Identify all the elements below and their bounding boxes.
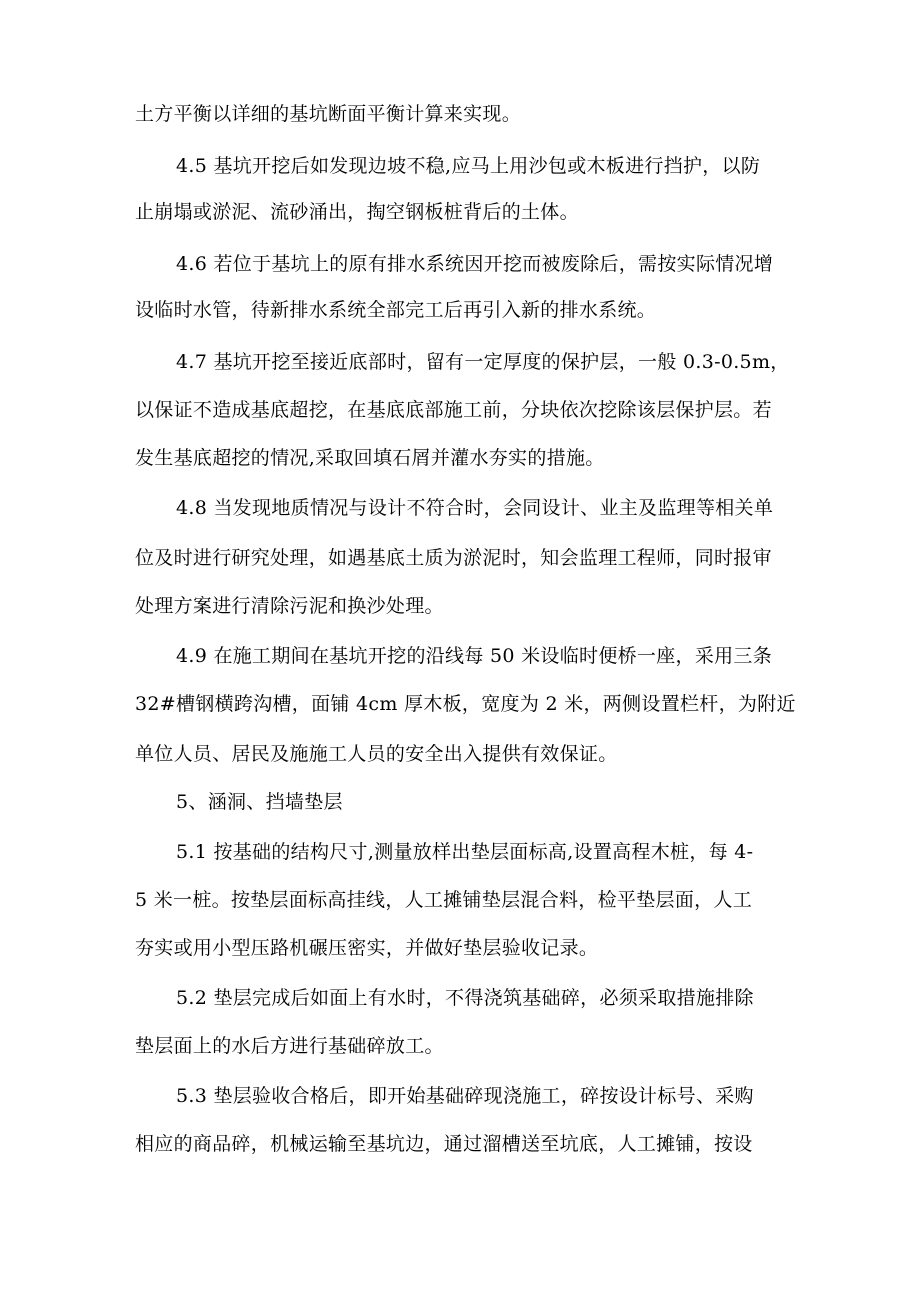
paragraph-5-1-line: 夯实或用小型压路机碾压密实，并做好垫层验收记录。 [135, 937, 599, 959]
paragraph-5-3-line: 5.3 垫层验收合格后，即开始基础碎现浇施工，碎按设计标号、采购 [176, 1085, 754, 1107]
paragraph-5-1-line: 5 米一桩。按垫层面标高挂线，人工摊铺垫层混合料，检平垫层面，人工 [135, 889, 753, 911]
paragraph-4-9-line: 4.9 在施工期间在基坑开挖的沿线每 50 米设临时便桥一座，采用三条 [176, 645, 773, 667]
paragraph-4-7-line: 以保证不造成基底超挖，在基底底部施工前，分块依次挖除该层保护层。若 [135, 399, 772, 421]
paragraph-4-6-line: 设临时水管，待新排水系统全部完工后再引入新的排水系统。 [135, 299, 657, 321]
paragraph-4-8-line: 位及时进行研究处理，如遇基底土质为淤泥时，知会监理工程师，同时报审 [135, 547, 772, 569]
paragraph-4-8-line: 处理方案进行清除污泥和换沙处理。 [135, 595, 444, 617]
paragraph-4-9-line: 32#槽钢横跨沟槽，面铺 4cm 厚木板，宽度为 2 米，两侧设置栏杆，为附近 [135, 693, 796, 715]
paragraph-4-6-line: 4.6 若位于基坑上的原有排水系统因开挖而被废除后，需按实际情况增 [176, 253, 774, 275]
paragraph-5-1-line: 5.1 按基础的结构尺寸,测量放样出垫层面标高,设置高程木桩，每 4- [176, 841, 754, 863]
paragraph-5-3-line: 相应的商品碎，机械运输至基坑边，通过溜槽送至坑底，人工摊铺，按设 [135, 1133, 753, 1155]
paragraph-5-2-line: 垫层面上的水后方进行基础碎放工。 [135, 1035, 444, 1057]
body-text-line: 土方平衡以详细的基坑断面平衡计算来实现。 [135, 103, 522, 125]
paragraph-4-8-line: 4.8 当发现地质情况与设计不符合时，会同设计、业主及监理等相关单 [176, 497, 774, 519]
paragraph-4-9-line: 单位人员、居民及施施工人员的安全出入提供有效保证。 [135, 743, 618, 765]
paragraph-4-5-line: 4.5 基坑开挖后如发现边坡不稳,应马上用沙包或木板进行挡护，以防 [176, 155, 761, 177]
paragraph-4-7-line: 发生基底超挖的情况,采取回填石屑并灌水夯实的措施。 [135, 447, 605, 469]
paragraph-5-2-line: 5.2 垫层完成后如面上有水时，不得浇筑基础碎，必须采取措施排除 [176, 987, 754, 1009]
paragraph-4-7-line: 4.7 基坑开挖至接近底部时，留有一定厚度的保护层，一般 0.3-0.5m， [176, 351, 790, 373]
paragraph-4-5-line: 止崩塌或淤泥、流砂涌出，掏空钢板桩背后的土体。 [135, 201, 579, 223]
section-heading-5: 5、涵洞、挡墙垫层 [176, 791, 343, 813]
